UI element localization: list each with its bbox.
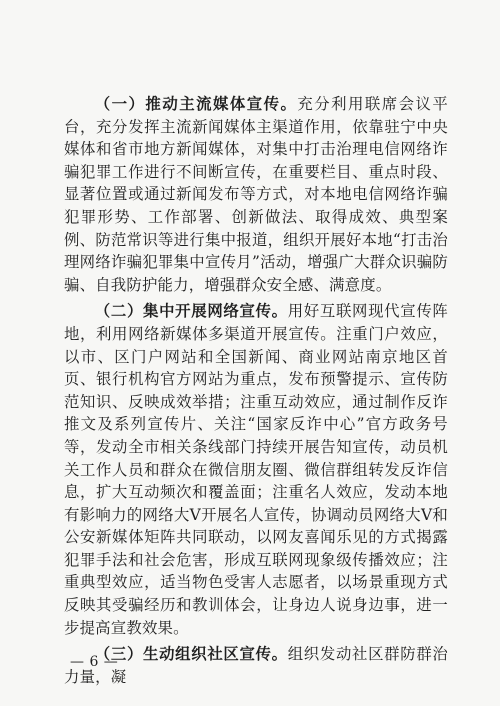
paragraph-community-publicity [64, 643, 448, 688]
paragraph-mainstream-media [64, 93, 448, 296]
paragraph-text: 组织发动社区群防群治力量，凝 [64, 645, 448, 686]
paragraph-text: 用好互联网现代宣传阵地，利用网络新媒体多渠道开展宣传。注重门户效应，以市、区门户网站和全国新闻、商业网站南京地区首页、银行机构官方网站为重点，发布预警提示、宣传防范知识、反映成效举措；注重互动效应，通过制作反诈推文及系列宣传片、关注“国家反诈中心”官方政务号等，发动全市相关条线部门持续开展告知宣传，动员机关工作人员和群众在微信朋友圈、微信群组转发反诈信息，扩大互动频次和覆盖面；注重名人效应，发动本地有影响力的网络大V开展名人宣传，协调动员网络大V和公安新媒体矩阵共同联动，以网友喜闻乐见的方式揭露犯罪手法和社会危害，形成互联网现象级传播效应；注重典型效应，适当物色受害人志愿者，以场景重现方式反映其受骗经历和教训体会，让身边人说身边事，进一步提高宣教效果。 [64, 302, 448, 637]
document-body [64, 93, 448, 688]
section-heading: （二）集中开展网络宣传。 [94, 302, 288, 321]
page-number: — 6 — [70, 654, 119, 670]
paragraph-online-publicity [64, 300, 448, 639]
section-heading: （一）推动主流媒体宣传。 [94, 95, 298, 113]
section-heading: （三）生动组织社区宣传。 [94, 645, 288, 664]
paragraph-text: 充分利用联席会议平台，充分发挥主流新闻媒体主渠道作用，依靠驻宁中央媒体和省市地方新闻媒体，对集中打击治理电信网络诈骗犯罪工作进行不间断宣传，在重要栏目、重点时段、显著位置或通过新闻发布等方式，对本地电信网络诈骗犯罪形势、工作部署、创新做法、取得成效、典型案例、防范常识等进行集中报道，组织开展好本地“打击治理网络诈骗犯罪集中宣传月”活动，增强广大群众识骗防骗、自我防护能力，增强群众安全感、满意度。 [64, 95, 448, 294]
